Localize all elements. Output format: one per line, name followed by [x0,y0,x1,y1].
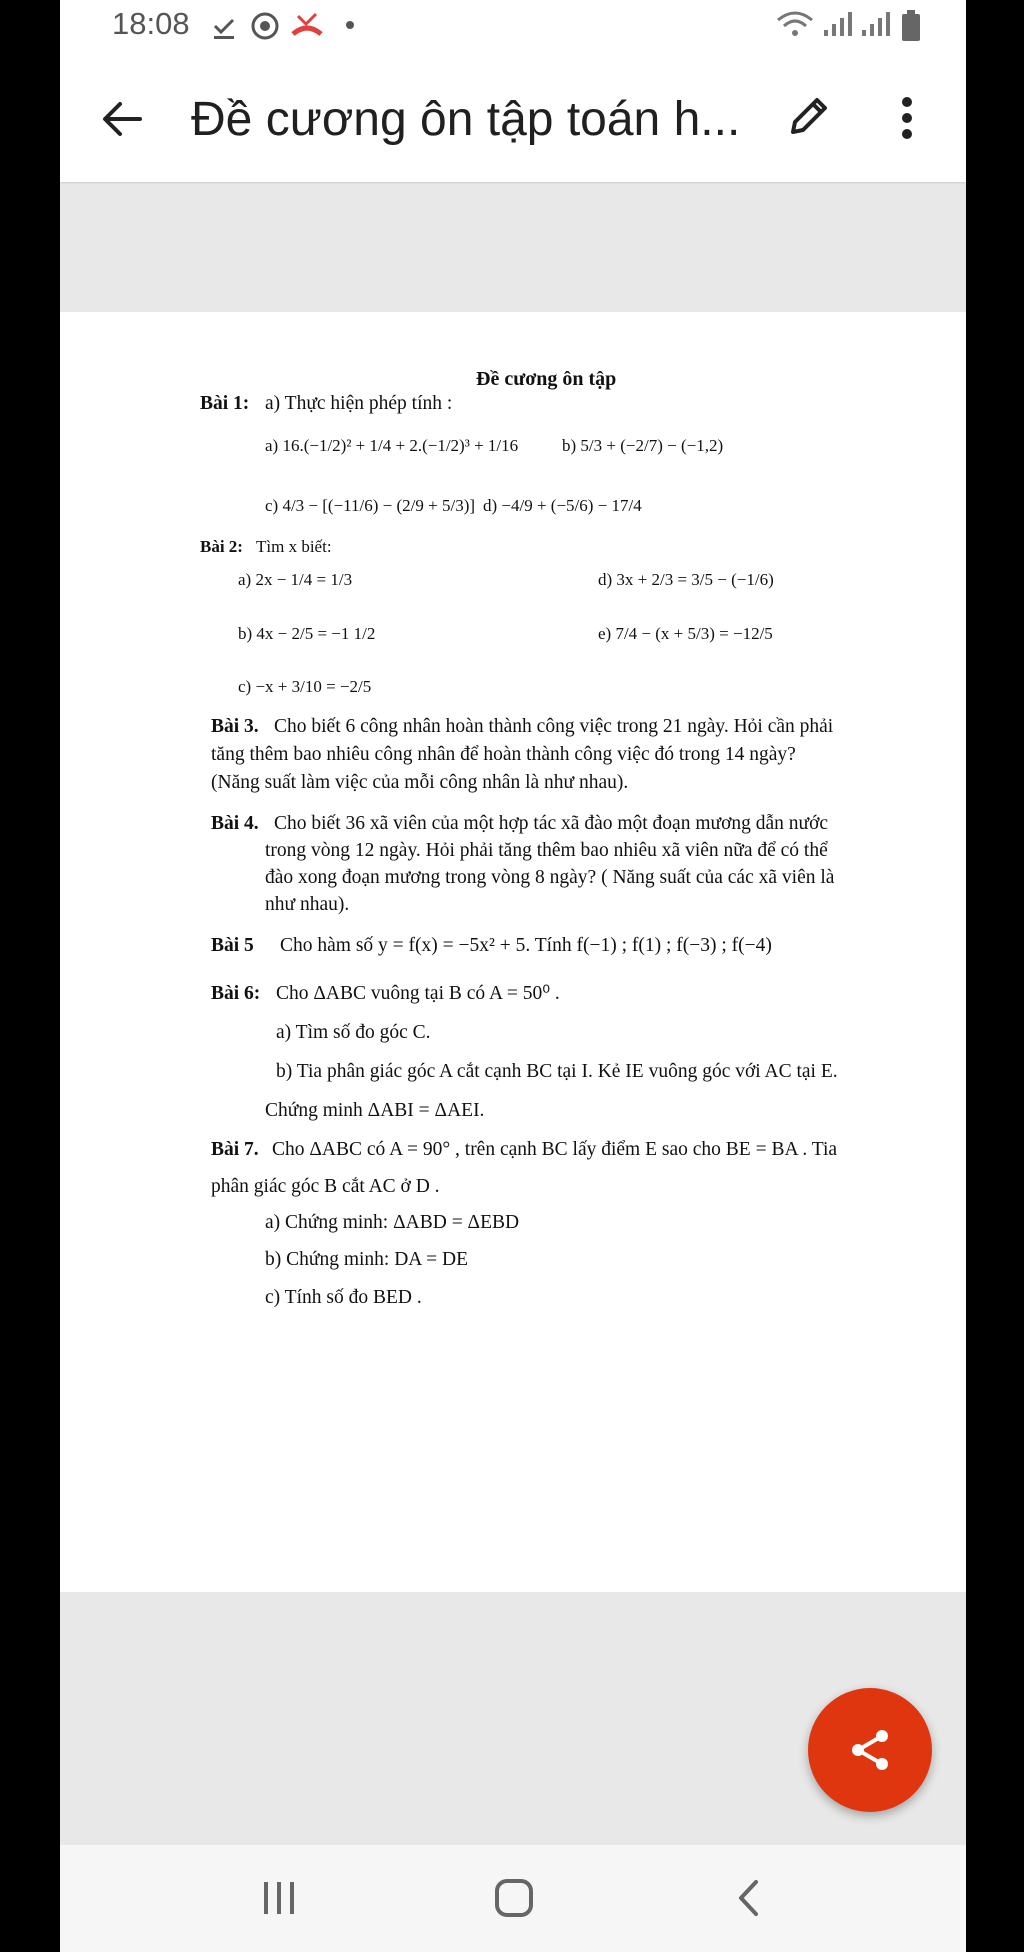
share-button[interactable] [808,1688,932,1812]
bai7-label: Bài 7. [211,1139,259,1160]
battery-icon [900,10,922,42]
document-title: Đề cương ôn tập toán h... [191,93,741,146]
bai7-a: a) Chứng minh: ΔABD = ΔEBD [265,1212,520,1233]
bai2-e: e) 7/4 − (x + 5/3) = −12/5 [598,624,773,643]
bai3-label: Bài 3. [211,716,259,737]
bai3-line2: tăng thêm bao nhiêu công nhân để hoàn thành công việc đó trong 14 ngày? [211,744,796,765]
bai2-b: b) 4x − 2/5 = −1 1/2 [238,624,376,643]
bai2-a: a) 2x − 1/4 = 1/3 [238,570,353,589]
bai6-label: Bài 6: [211,983,261,1004]
bai1-text: a) Thực hiện phép tính : [265,393,453,414]
dot-icon [345,20,355,30]
document-page[interactable] [60,312,966,1592]
doc-heading: Đề cương ôn tập [476,368,617,390]
arrow-back-icon[interactable] [100,97,144,141]
bai7-b: b) Chứng minh: DA = DE [265,1249,469,1270]
signal-icon [860,12,892,38]
bai1-c: c) 4/3 − [(−11/6) − (2/9 + 5/3)] [265,496,476,515]
bai2-c: c) −x + 3/10 = −2/5 [238,677,372,696]
app-bar [60,52,966,182]
bai1-b: b) 5/3 + (−2/7) − (−1,2) [562,436,724,455]
bai6-c: Chứng minh ΔABI = ΔAEI. [265,1100,485,1121]
navigation-bar [60,1845,966,1952]
bai4-line3: đào xong đoạn mương trong vòng 8 ngày? ( Năng suất của các xã viên là [265,867,835,888]
bai4-line1: Cho biết 36 xã viên của một hợp tác xã đào một đoạn mương dẫn nước [274,813,829,834]
bai7-line1: Cho ΔABC có A = 90° , trên cạnh BC lấy điểm E sao cho BE = BA . Tia [272,1139,838,1160]
home-icon[interactable] [494,1878,534,1918]
bai4-line4: như nhau). [265,894,350,915]
pencil-icon[interactable] [785,94,831,140]
bai5-label: Bài 5 [211,935,254,956]
missed-call-icon [290,12,324,38]
status-bar [60,0,966,52]
bai7-line2: phân giác góc B cắt AC ở D . [211,1176,440,1197]
bai2-d: d) 3x + 2/3 = 3/5 − (−1/6) [598,570,774,589]
download-done-icon [210,14,238,42]
share-icon [846,1726,894,1774]
bai2-text: Tìm x biết: [256,537,332,556]
bai1-d: d) −4/9 + (−5/6) − 17/4 [483,496,642,515]
back-nav-icon[interactable] [735,1879,761,1917]
bai4-line2: trong vòng 12 ngày. Hỏi phải tăng thêm bao nhiêu xã viên nữa để có thể [265,840,828,861]
recents-icon[interactable] [262,1880,296,1916]
chrome-icon [250,11,280,41]
signal-icon [822,12,854,38]
bai1-a: a) 16.(−1/2)² + 1/4 + 2.(−1/2)³ + 1/16 [265,436,519,455]
bai2-label: Bài 2: [200,537,243,556]
bai7-c: c) Tính số đo BED . [265,1287,422,1308]
bai4-label: Bài 4. [211,813,259,834]
bai5-text: Cho hàm số y = f(x) = −5x² + 5. Tính f(−1) ; f(1) ; f(−3) ; f(−4) [280,935,772,956]
bai6-a: a) Tìm số đo góc C. [276,1022,431,1043]
bai3-line1: Cho biết 6 công nhân hoàn thành công việc trong 21 ngày. Hỏi cần phải [274,716,834,737]
phone-screen [60,0,966,1952]
bai6-b: b) Tia phân giác góc A cắt cạnh BC tại I. Kẻ IE vuông góc với AC tại E. [276,1061,838,1082]
bai6-text: Cho ΔABC vuông tại B có A = 50⁰ . [276,983,560,1004]
more-vert-icon[interactable] [900,96,914,140]
bai1-label: Bài 1: [200,393,250,414]
status-time: 18:08 [112,6,190,41]
bai3-line3: (Năng suất làm việc của mỗi công nhân là như nhau). [211,772,629,793]
wifi-icon [775,10,815,40]
